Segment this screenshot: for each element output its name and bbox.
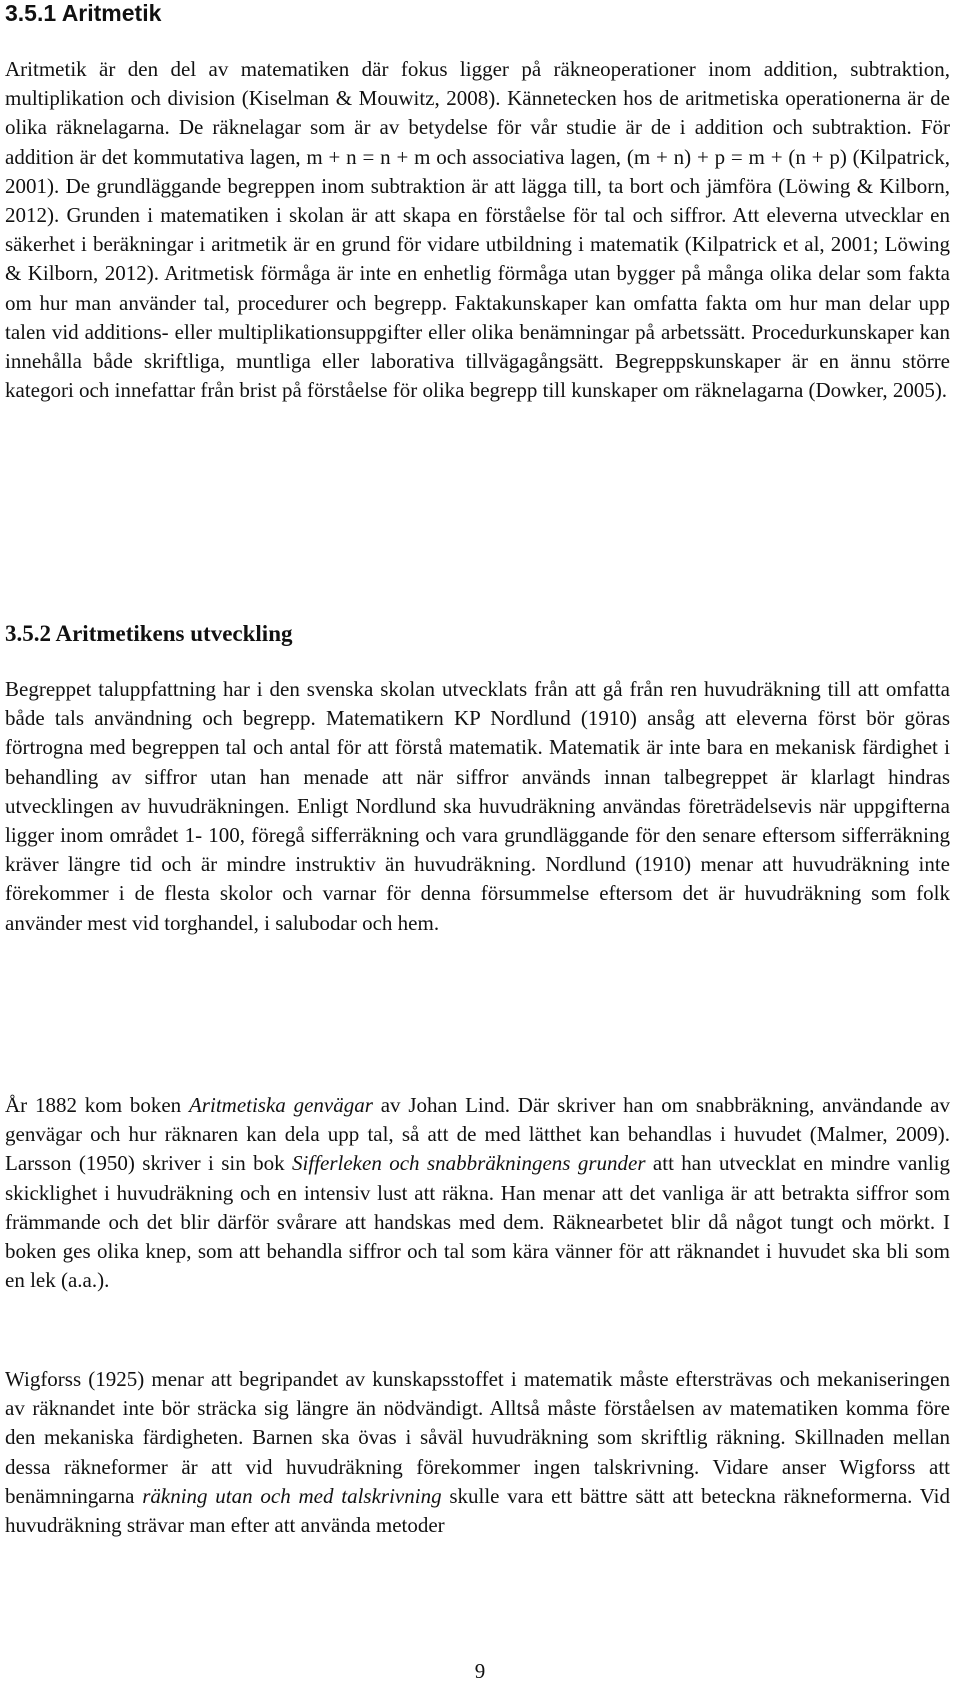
book-title-aritmetiska-genvagar: Aritmetiska genvägar — [188, 1093, 373, 1117]
section-heading-aritmetik: 3.5.1 Aritmetik — [5, 0, 162, 26]
italic-term: räkning utan och med talskrivning — [142, 1483, 442, 1508]
text-run: av Johan Lind. Där skriver han om snabbräkning, användande av genvägar och hur räknaren kan dela upp tal, så att de med lätthet kan behandlas i huvudet (Malmer, 2009). Larsson (1950) skriver i sin bok — [5, 1093, 950, 1176]
paragraph-lind-larsson — [5, 1091, 950, 1295]
text-run: att han utvecklat en mindre vanlig skicklighet i huvudräkning och en intensiv lust att räkna. Han menar att det vanliga är att betrakta siffror som främmande och det blir därför svårare att handskas med dem. Räknearbetet blir då något tungt och mörkt. I boken ges olika knep, som att behandla siffror och tal som kära vänner för att räknandet i huvudet ska bli som en lek (a.a.). — [5, 1151, 950, 1293]
section-heading-aritmetikens-utveckling: 3.5.2 Aritmetikens utveckling — [5, 621, 293, 646]
text-run: Wigforss (1925) menar att begripandet av kunskapsstoffet i matematik måste eftersträvas och mekaniseringen av räknandet inte bör sträcka sig längre än nödvändigt. Alltså måste förståelsen av matematiken komma före den mekaniska färdigheten. Barnen ska övas i såväl huvudräkning som skriftlig räkning. Skillnaden mellan dessa räkneformer är att vid huvudräkning förekommer ingen talskrivning. Vidare anser Wigforss att benämningarna — [5, 1367, 950, 1508]
paragraph-wigforss — [5, 1365, 950, 1540]
text-run: År 1882 kom boken — [5, 1093, 189, 1117]
book-title-sifferleken: Sifferleken och snabbräkningens grunder — [292, 1151, 646, 1176]
text-run: skulle vara ett bättre sätt att beteckna räkneformerna. Vid huvudräkning strävar man efter att använda metoder — [5, 1483, 951, 1538]
paragraph-aritmetik: Aritmetik är den del av matematiken där fokus ligger på räkneoperationer inom addition, subtraktion, multiplikation och division (Kiselman & Mouwitz, 2008). Kännetecken hos de aritmetiska operationerna är de olika räknelagarna. De räknelagar som är av betydelse för vår studie är de i addition och subtraktion. För addition är det kommutativa lagen, m + n = n + m och associativa lagen, (m + n) + p = m + (n + p) (Kilpatrick, 2001). De grundläggande begreppen inom subtraktion är att lägga till, ta bort och jämföra (Löwing & Kilborn, 2012). Grunden i matematiken i skolan är att skapa en förståelse för tal och siffror. Att eleverna utvecklar en säkerhet i beräkningar i aritmetik är en grund för vidare utbildning i matematik (Kilpatrick et al, 2001; Löwing & Kilborn, 2012). Aritmetisk förmåga är inte en enhetlig förmåga utan bygger på många olika delar som fakta om hur man använder tal, procedurer och begrepp. Faktakunskaper kan omfatta fakta om hur man delar upp talen vid additions- eller multiplikationsuppgifter eller olika benämningar på arbetssätt. Procedurkunskaper kan innehålla både skriftliga, muntliga eller laborativa tillvägagångsätt. Begreppskunskaper är en ännu större kategori och innefattar från brist på förståelse för olika begrepp till kunskaper om räknelagarna (Dowker, 2005). — [5, 57, 950, 403]
paragraph-taluppfattning: Begreppet taluppfattning har i den svenska skolan utvecklats från att gå från ren huvudräkning till att omfatta både tals användning och begrepp. Matematikern KP Nordlund (1910) ansåg att eleverna först bör göras förtrogna med begreppen tal och antal för att förstå matematik. Matematik är inte bara en mekanisk färdighet i behandling av siffror utan han menade att när siffror används innan talbegreppet är klarlagt hindras utvecklingen av huvudräkningen. Enligt Nordlund ska huvudräkning användas företrädelsevis när uppgifterna ligger inom området 1- 100, föregå sifferräkning och vara grundläggande för den senare eftersom sifferräkning kräver längre tid och är mindre instruktiv än huvudräkning. Nordlund (1910) menar att huvudräkning inte förekommer i de flesta skolor och varnar för denna försummelse eftersom det är huvudräkning som folk använder mest vid torghandel, i salubodar och hem. — [5, 677, 950, 935]
page-number: 9 — [474, 1659, 486, 1683]
